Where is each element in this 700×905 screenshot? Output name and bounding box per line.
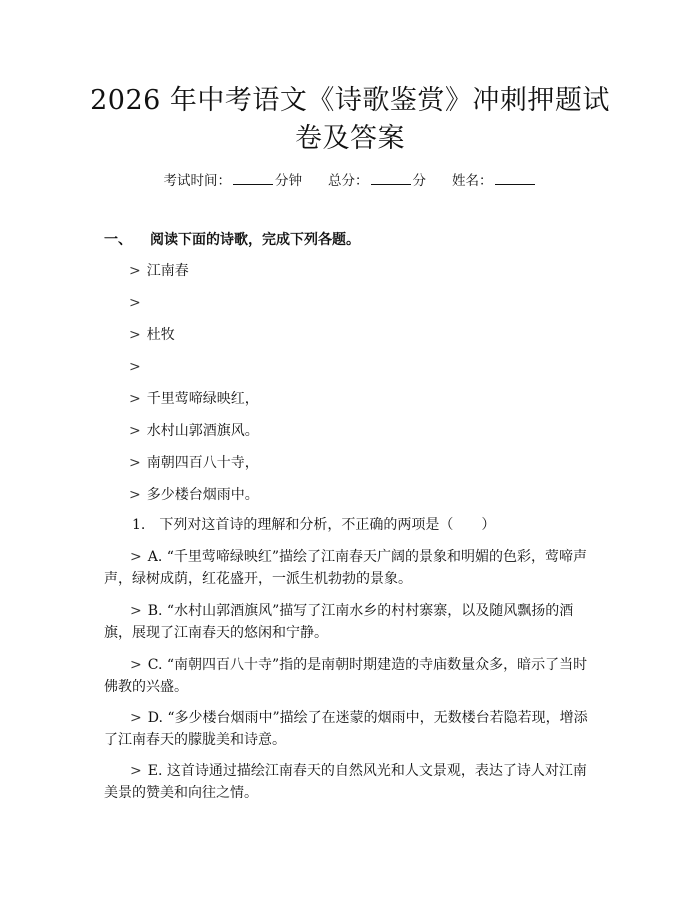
quote-marker: > — [129, 423, 141, 439]
quote-marker: > — [129, 487, 141, 503]
empty-quote-line — [129, 293, 147, 313]
section-instruction: 阅读下面的诗歌，完成下列各题。 — [150, 232, 360, 248]
empty-quote-line — [129, 357, 147, 377]
exam-time-blank — [233, 172, 273, 185]
student-name-label: 姓名： — [452, 173, 493, 189]
poem-author-line — [129, 325, 175, 345]
option-text: A. “千里莺啼绿映红”描绘了江南春天广阔的景象和明媚的色彩，莺啼声声，绿树成荫，红花盛开，一派生机勃勃的景象。 — [104, 549, 588, 587]
poem-title-line — [129, 261, 189, 281]
poem-verse: 水村山郭酒旗风。 — [146, 423, 259, 439]
student-name-blank — [495, 172, 535, 185]
quote-marker: > — [130, 603, 142, 619]
document-title: 2026 年中考语文《诗歌鉴赏》冲刺押题试卷及答案 — [90, 85, 610, 154]
question-prompt — [132, 514, 495, 534]
poem-author: 杜牧 — [146, 327, 175, 343]
total-score-blank — [371, 172, 411, 185]
poem-verse-line — [129, 389, 259, 409]
quote-marker: > — [130, 710, 142, 726]
question-text: 下列对这首诗的理解和分析，不正确的两项是（ ） — [159, 517, 496, 533]
quote-marker: > — [129, 359, 141, 375]
poem-title: 江南春 — [146, 263, 189, 279]
option-text: E. 这首诗通过描绘江南春天的自然风光和人文景观，表达了诗人对江南美景的赞美和向往之情。 — [104, 763, 587, 801]
poem-verse-line — [129, 453, 259, 473]
exam-time-label: 考试时间： — [163, 173, 231, 189]
option-text: B. “水村山郭酒旗风”描写了江南水乡的村村寨寨，以及随风飘扬的酒旗，展现了江南春天的悠闲和宁静。 — [104, 603, 574, 641]
poem-verse-line — [129, 421, 259, 441]
exam-time-unit: 分钟 — [275, 173, 302, 189]
total-score-unit: 分 — [412, 173, 426, 189]
quote-marker: > — [129, 263, 141, 279]
section-heading — [104, 229, 360, 249]
option-text: D. “多少楼台烟雨中”描绘了在迷蒙的烟雨中，无数楼台若隐若现，增添了江南春天的朦胧美和诗意。 — [104, 710, 588, 748]
poem-verse-line — [129, 485, 259, 505]
poem-verse: 多少楼台烟雨中。 — [146, 487, 259, 503]
answer-option — [104, 707, 596, 751]
poem-verse: 千里莺啼绿映红， — [146, 391, 259, 407]
quote-marker: > — [129, 455, 141, 471]
answer-option — [104, 600, 596, 644]
quote-marker: > — [129, 327, 141, 343]
quote-marker: > — [130, 549, 142, 565]
question-number: 1. — [132, 517, 146, 533]
answer-option — [104, 546, 596, 590]
total-score-label: 总分： — [328, 173, 369, 189]
answer-option — [104, 760, 596, 804]
quote-marker: > — [130, 763, 142, 779]
quote-marker: > — [129, 391, 141, 407]
quote-marker: > — [129, 295, 141, 311]
section-number: 一、 — [104, 232, 132, 248]
option-text: C. “南朝四百八十寺”指的是南朝时期建造的寺庙数量众多，暗示了当时佛教的兴盛。 — [104, 657, 588, 695]
poem-verse: 南朝四百八十寺， — [146, 455, 259, 471]
quote-marker: > — [130, 657, 142, 673]
exam-info-line — [0, 169, 700, 189]
answer-option — [104, 654, 596, 698]
